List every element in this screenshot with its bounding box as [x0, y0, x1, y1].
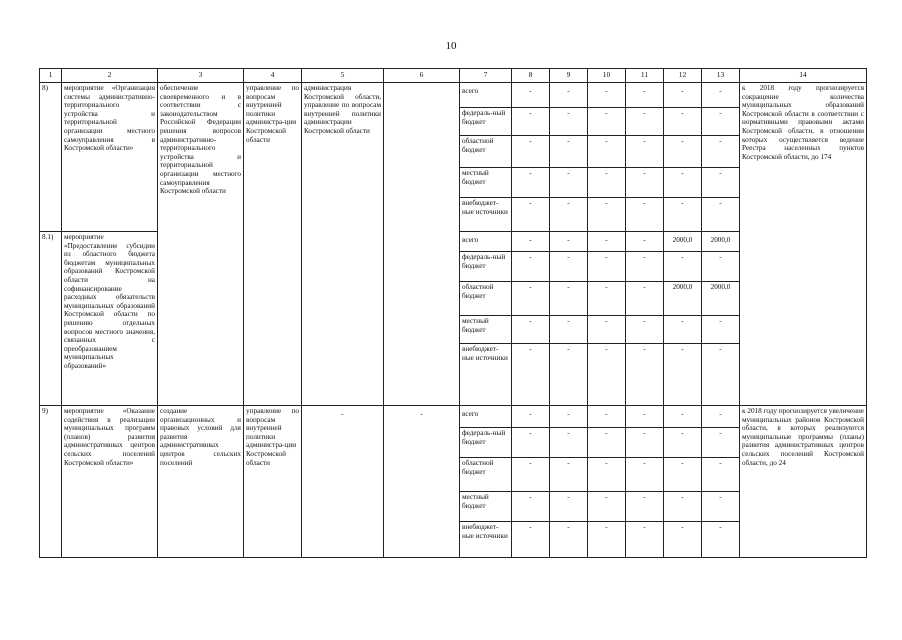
funding-value: - — [702, 136, 740, 168]
row-number: 8.1) — [40, 232, 62, 406]
funding-source: внебюджет-ные источники — [460, 198, 512, 232]
funding-source: федераль-ный бюджет — [460, 108, 512, 136]
funding-value: - — [664, 252, 702, 282]
column-header-2: 2 — [62, 69, 158, 83]
funding-value: - — [512, 108, 550, 136]
column-header-11: 11 — [626, 69, 664, 83]
funding-value: - — [550, 458, 588, 492]
funding-value: - — [512, 83, 550, 108]
funding-value: - — [626, 522, 664, 558]
funding-value: - — [664, 198, 702, 232]
column-header-5: 5 — [302, 69, 384, 83]
funding-value: - — [626, 492, 664, 522]
measure-name: мероприятие «Оказание содействия в реализации муниципальных программ (планов) развития административных центров сельских поселений Костромской области» — [62, 406, 158, 558]
table-row — [40, 406, 867, 428]
funding-source: всего — [460, 232, 512, 252]
expected-result: к 2018 году прогнозируется увеличение муниципальных районов Костромской области, в которых реализуются муниципальные программы (планы) развития административных центров сельских поселений Костромской области, до 24 — [740, 406, 867, 558]
funding-source: внебюджет-ные источники — [460, 344, 512, 406]
funding-value: - — [588, 492, 626, 522]
measure-goal: обеспечение своевременного и в соответствии с законодательством Российской Федерации решения вопросов административно-территориального устройства и территориальной организации местного самоуправления Костромской области — [158, 83, 244, 406]
row-number: 8) — [40, 83, 62, 232]
funding-value: - — [664, 316, 702, 344]
funding-value: - — [664, 522, 702, 558]
funding-value: - — [550, 428, 588, 458]
funding-value: - — [588, 83, 626, 108]
funding-value: - — [664, 344, 702, 406]
funding-value: - — [512, 136, 550, 168]
funding-source: местный бюджет — [460, 316, 512, 344]
funding-value: - — [664, 168, 702, 198]
co-executors: - — [302, 406, 384, 558]
funding-source: всего — [460, 406, 512, 428]
funding-value: - — [512, 252, 550, 282]
column-header-10: 10 — [588, 69, 626, 83]
funding-value: - — [512, 428, 550, 458]
funding-value: - — [588, 252, 626, 282]
funding-value: - — [626, 282, 664, 316]
funding-value: - — [664, 406, 702, 428]
funding-value: 2000,0 — [702, 282, 740, 316]
funding-value: - — [702, 83, 740, 108]
funding-value: - — [588, 316, 626, 344]
funding-source: федераль-ный бюджет — [460, 252, 512, 282]
column-header-1: 1 — [40, 69, 62, 83]
funding-value: - — [550, 232, 588, 252]
funding-value: - — [588, 136, 626, 168]
funding-value: - — [512, 198, 550, 232]
funding-value: - — [512, 406, 550, 428]
funding-value: - — [702, 406, 740, 428]
funding-value: - — [626, 316, 664, 344]
table-row — [40, 83, 867, 108]
column-header-6: 6 — [384, 69, 460, 83]
funding-source: федераль-ный бюджет — [460, 428, 512, 458]
funding-value: - — [512, 282, 550, 316]
column-number-row — [40, 69, 867, 83]
column-header-13: 13 — [702, 69, 740, 83]
funding-value: - — [626, 136, 664, 168]
responsible-executor: управление по вопросам внутренней политики администра-ции Костромской области — [244, 406, 302, 558]
measures-table — [39, 68, 867, 558]
funding-value: 2000,0 — [664, 282, 702, 316]
column-6-value — [384, 83, 460, 406]
funding-value: - — [550, 492, 588, 522]
funding-value: - — [512, 458, 550, 492]
funding-value: - — [550, 83, 588, 108]
column-header-7: 7 — [460, 69, 512, 83]
funding-source: внебюджет-ные источники — [460, 522, 512, 558]
funding-value: - — [626, 458, 664, 492]
funding-value: - — [626, 83, 664, 108]
funding-value: - — [702, 428, 740, 458]
funding-value: - — [550, 406, 588, 428]
funding-value: - — [626, 232, 664, 252]
funding-value: - — [702, 168, 740, 198]
funding-value: - — [664, 458, 702, 492]
funding-value: - — [702, 344, 740, 406]
funding-value: - — [588, 406, 626, 428]
funding-value: - — [588, 458, 626, 492]
funding-value: - — [588, 198, 626, 232]
funding-value: - — [588, 168, 626, 198]
funding-value: 2000,0 — [664, 232, 702, 252]
funding-source: областной бюджет — [460, 136, 512, 168]
row-number: 9) — [40, 406, 62, 558]
funding-value: - — [588, 428, 626, 458]
funding-source: всего — [460, 83, 512, 108]
funding-value: - — [512, 344, 550, 406]
funding-value: - — [550, 522, 588, 558]
funding-source: местный бюджет — [460, 492, 512, 522]
funding-value: - — [512, 522, 550, 558]
column-header-9: 9 — [550, 69, 588, 83]
funding-value: - — [702, 108, 740, 136]
funding-value: - — [550, 198, 588, 232]
column-header-12: 12 — [664, 69, 702, 83]
funding-value: - — [550, 344, 588, 406]
funding-value: - — [702, 252, 740, 282]
funding-value: - — [512, 232, 550, 252]
funding-value: - — [702, 316, 740, 344]
funding-value: - — [664, 136, 702, 168]
funding-value: - — [626, 344, 664, 406]
measure-goal: создание организационных и правовых условий для развития административных центров сельских поселений — [158, 406, 244, 558]
funding-value: - — [588, 108, 626, 136]
expected-result: к 2018 году прогнозируется сокращение количества муниципальных образований Костромской области в соответствии с нормативными правовыми актами Костромской области, в отношении которых осуществляется ведение Реестра населенных пунктов Костромской области, до 174 — [740, 83, 867, 406]
funding-value: - — [702, 198, 740, 232]
funding-value: - — [664, 83, 702, 108]
funding-source: местный бюджет — [460, 168, 512, 198]
funding-value: - — [550, 108, 588, 136]
funding-value: - — [702, 458, 740, 492]
co-executors: администрация Костромской области, управление по вопросам внутренней политики администрации Костромской области — [302, 83, 384, 406]
funding-value: - — [588, 344, 626, 406]
column-header-3: 3 — [158, 69, 244, 83]
funding-value: - — [512, 492, 550, 522]
page-number: 10 — [445, 40, 457, 52]
funding-value: - — [626, 428, 664, 458]
column-header-8: 8 — [512, 69, 550, 83]
responsible-executor: управление по вопросам внутренней политики администра-ции Костромской области — [244, 83, 302, 406]
funding-value: - — [664, 428, 702, 458]
column-header-4: 4 — [244, 69, 302, 83]
funding-value: - — [588, 522, 626, 558]
funding-value: - — [550, 252, 588, 282]
funding-value: - — [512, 168, 550, 198]
funding-value: - — [588, 282, 626, 316]
funding-value: - — [702, 492, 740, 522]
funding-value: - — [588, 232, 626, 252]
funding-value: - — [512, 316, 550, 344]
funding-value: - — [664, 108, 702, 136]
column-header-14: 14 — [740, 69, 867, 83]
funding-value: - — [626, 252, 664, 282]
funding-value: - — [626, 198, 664, 232]
funding-value: - — [550, 136, 588, 168]
funding-value: - — [626, 168, 664, 198]
funding-value: - — [626, 108, 664, 136]
funding-value: - — [626, 406, 664, 428]
column-6-value: - — [384, 406, 460, 558]
funding-value: 2000,0 — [702, 232, 740, 252]
funding-source: областной бюджет — [460, 282, 512, 316]
funding-value: - — [550, 168, 588, 198]
funding-source: областной бюджет — [460, 458, 512, 492]
funding-value: - — [550, 316, 588, 344]
funding-value: - — [664, 492, 702, 522]
funding-value: - — [550, 282, 588, 316]
measure-name: мероприятие «Организация системы административно-территориального устройства и территориальной организации местного самоуправления в Костромской области» — [62, 83, 158, 232]
measure-name: мероприятие «Предоставление субсидии из областного бюджета бюджетам муниципальных образований Костромской области на софинансирование расходных обязательств муниципальных образований Костромской области по решению отдельных вопросов местного значения, связанных с преобразованием муниципальных образований» — [62, 232, 158, 406]
funding-value: - — [702, 522, 740, 558]
